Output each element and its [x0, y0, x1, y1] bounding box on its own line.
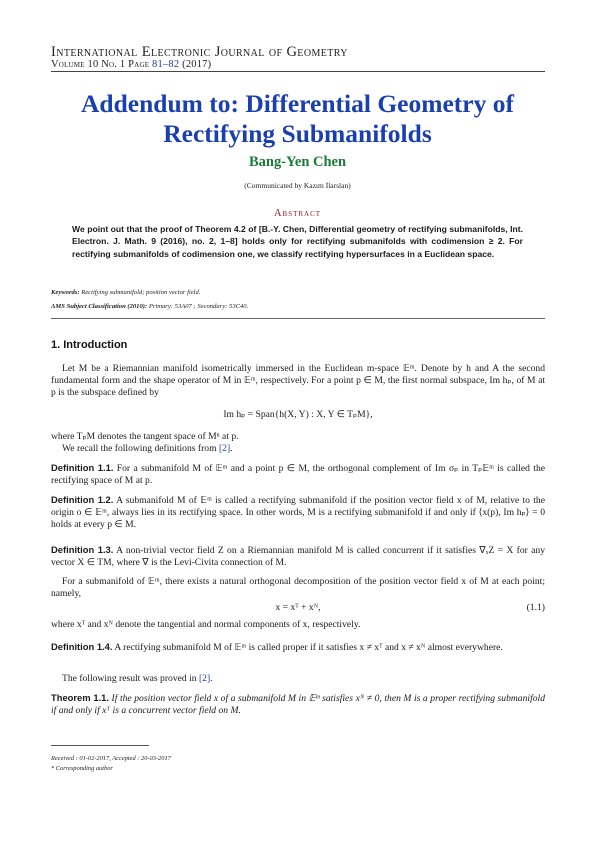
- section-title: 1. Introduction: [51, 339, 128, 351]
- equation-number: (1.1): [526, 602, 545, 613]
- definition-1-3: [51, 544, 545, 569]
- intro-paragraph-2: [51, 431, 545, 455]
- theorem-text: If the position vector field x of a submanifold M in 𝔼ᵐ satisfies xᴺ ≠ 0, then M is a proper rectifying submanifold if and only if xᵀ is a concurrent vector field on M.: [51, 693, 545, 716]
- theorem-1-1: [51, 692, 545, 717]
- paragraph-text: where xᵀ and xᴺ denote the tangential and normal components of x, respectively.: [51, 619, 361, 630]
- intro-paragraph-1: [51, 363, 545, 398]
- definition-text: For a submanifold M of 𝔼ᵐ and a point p ∈ M, the orthogonal complement of Im σₚ in Tₚ𝔼ᵐ is called the rectifying space of M at p.: [51, 463, 545, 486]
- journal-name: International Electronic Journal of Geometry: [51, 44, 348, 60]
- header-rule: [51, 71, 545, 72]
- text-span: The following result was proved in: [62, 673, 199, 684]
- definition-label: Definition 1.1.: [51, 462, 114, 473]
- title-line-2: Rectifying Submanifolds: [163, 119, 432, 148]
- ams-classes: Primary: 53A07 ; Secondary: 53C40.: [147, 303, 249, 310]
- definition-label: Definition 1.3.: [51, 544, 114, 555]
- equation-im-h: Im hₚ = Span{h(X, Y) : X, Y ∈ TₚM},: [223, 409, 373, 420]
- abstract-rule: [51, 318, 545, 319]
- communicated-by: (Communicated by Kazım İlarslan): [244, 181, 351, 190]
- paragraph-text: [51, 673, 545, 685]
- intro-paragraph-4: [51, 619, 545, 631]
- abstract-heading: Abstract: [273, 208, 322, 219]
- definition-1-1: [51, 462, 545, 487]
- paper-title: [50, 89, 545, 149]
- intro-paragraph-3: [51, 576, 545, 600]
- author-name: Bang-Yen Chen: [248, 154, 347, 170]
- definition-text: A rectifying submanifold M of 𝔼ᵐ is called proper if it satisfies x ≠ xᵀ and x ≠ xᴺ almost everywhere.: [112, 642, 503, 653]
- volume-info: [51, 59, 211, 70]
- footnote-rule: [51, 745, 149, 746]
- keywords: Rectifying submanifold; position vector field.: [79, 289, 201, 296]
- text-span: .: [230, 442, 233, 454]
- definition-label: Definition 1.4.: [51, 641, 113, 652]
- title-line-1: Addendum to: Differential Geometry of: [81, 89, 514, 118]
- ams-line: [51, 303, 248, 310]
- theorem-label: Theorem 1.1.: [51, 692, 109, 703]
- volume-prefix: Volume 10 No. 1 Page: [51, 59, 153, 70]
- definition-label: Definition 1.2.: [51, 494, 114, 505]
- corresponding-author-note: * Corresponding author: [51, 765, 113, 772]
- paragraph-text: [51, 443, 545, 455]
- citation-link[interactable]: [2]: [198, 673, 211, 684]
- abstract-text: We point out that the proof of Theorem 4.2 of [B.-Y. Chen, Differential geometry of rectifying submanifolds, Int. Electron. J. Math. 9 (2016), no. 2, 1–8] holds only for rectifying submanifolds with codimension ≥ 2. For rectifying submanifolds of codimension one, we classify rectifying hypersurfaces in a Euclidean space.: [72, 224, 523, 259]
- text-span: We recall the following definitions from: [62, 442, 219, 454]
- paragraph-text: For a submanifold of 𝔼ᵐ, there exists a natural orthogonal decomposition of the position vector field x of M at each point; namely,: [51, 576, 545, 599]
- keywords-label: Keywords:: [51, 289, 80, 296]
- pages-link[interactable]: 81–82: [152, 59, 180, 70]
- equation-1-1: x = xᵀ + xᴺ,: [275, 602, 321, 613]
- definition-text: A submanifold M of 𝔼ᵐ is called a rectifying submanifold if the position vector field x of M, relative to the origin o ∈ 𝔼ᵐ, always lies in its rectifying space. In other words, M is a rectifying submanifold if and only if ⟨x(p), Im hₚ⟩ = 0 holds at every p ∈ M.: [51, 495, 545, 530]
- keywords-line: [51, 289, 200, 296]
- received-accepted: Received : 01-02-2017, Accepted : 20-03-2017: [51, 755, 171, 762]
- definition-text: A non-trivial vector field Z on a Riemannian manifold M is called concurrent if it satisfies ∇ₓZ = X for any vector X ∈ TM, where ∇ is the Levi-Civita connection of M.: [51, 545, 545, 568]
- citation-link[interactable]: [2]: [218, 442, 231, 454]
- definition-1-4: [51, 641, 545, 654]
- intro-paragraph-5: [51, 673, 545, 685]
- definition-1-2: [51, 494, 545, 530]
- ams-label: AMS Subject Classification (2010):: [51, 303, 148, 310]
- paragraph-text: where TₚM denotes the tangent space of Mⁿ at p.: [51, 431, 239, 442]
- year: (2017): [179, 59, 212, 70]
- paragraph-text: Let M be a Riemannian manifold isometrically immersed in the Euclidean m-space 𝔼ᵐ. Denote by h and A the second fundamental form and the shape operator of M in 𝔼ᵐ, respectively. For a point p ∈ M, the first normal subspace, Im hₚ, of M at p is the subspace defined by: [51, 363, 545, 398]
- text-span: .: [210, 673, 213, 684]
